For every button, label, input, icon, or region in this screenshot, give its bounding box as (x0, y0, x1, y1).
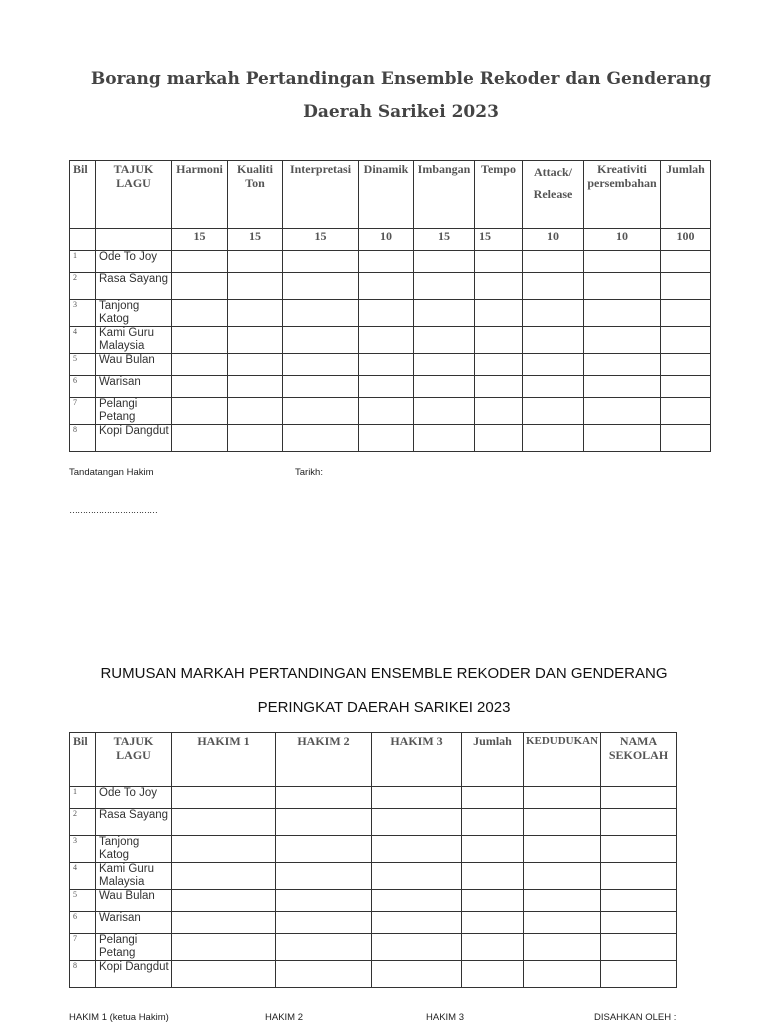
summary-header-row (70, 733, 677, 787)
max-marks-blank (96, 229, 172, 251)
score-cell[interactable] (359, 273, 414, 300)
header-tajuk-lagu: TAJUK LAGU (96, 161, 172, 229)
score-cell[interactable] (524, 934, 601, 961)
score-sheet-row (70, 425, 711, 452)
score-cell[interactable] (523, 327, 584, 354)
judge-signature-label: Tandatangan Hakim (69, 467, 154, 478)
max-mark-harmoni: 15 (172, 229, 228, 251)
score-cell[interactable] (172, 300, 228, 327)
score-cell[interactable] (524, 890, 601, 912)
score-cell[interactable] (584, 251, 661, 273)
score-cell[interactable] (523, 273, 584, 300)
score-cell[interactable] (524, 961, 601, 988)
score-cell[interactable] (661, 251, 711, 273)
form2-title-line2: PERINGKAT DAERAH SARIKEI 2023 (257, 699, 511, 716)
score-cell[interactable] (661, 327, 711, 354)
row-number: 5 (70, 354, 96, 376)
row-number: 8 (70, 961, 96, 988)
footer-disahkan-oleh: DISAHKAN OLEH : (594, 1012, 677, 1023)
song-title: Wau Bulan (96, 890, 172, 912)
max-marks-blank (70, 229, 96, 251)
score-cell[interactable] (172, 354, 228, 376)
summary-header-nama-sekolah: NAMA SEKOLAH (601, 733, 677, 787)
score-cell[interactable] (228, 273, 283, 300)
song-title: Rasa Sayang (96, 809, 172, 836)
score-cell[interactable] (475, 251, 523, 273)
score-cell[interactable] (462, 890, 524, 912)
score-cell[interactable] (276, 787, 372, 809)
score-cell[interactable] (523, 354, 584, 376)
score-cell[interactable] (172, 961, 276, 988)
score-cell[interactable] (172, 863, 276, 890)
row-number: 2 (70, 809, 96, 836)
score-cell[interactable] (475, 354, 523, 376)
score-cell[interactable] (359, 398, 414, 425)
score-cell[interactable] (276, 912, 372, 934)
score-cell[interactable] (462, 961, 524, 988)
score-cell[interactable] (283, 327, 359, 354)
score-cell[interactable] (172, 251, 228, 273)
header-tempo: Tempo (475, 161, 523, 229)
summary-header-hakim-2: HAKIM 2 (276, 733, 372, 787)
score-cell[interactable] (372, 809, 462, 836)
song-title: Pelangi Petang (96, 398, 172, 425)
header-imbangan: Imbangan (414, 161, 475, 229)
score-cell[interactable] (172, 398, 228, 425)
score-cell[interactable] (283, 251, 359, 273)
song-title: Tanjong Katog (96, 836, 172, 863)
score-cell[interactable] (475, 327, 523, 354)
table-header-row (70, 161, 711, 229)
row-number: 2 (70, 273, 96, 300)
score-cell[interactable] (462, 934, 524, 961)
score-cell[interactable] (414, 251, 475, 273)
summary-row (70, 890, 677, 912)
score-sheet-row (70, 354, 711, 376)
score-cell[interactable] (172, 890, 276, 912)
score-cell[interactable] (372, 863, 462, 890)
score-cell[interactable] (283, 300, 359, 327)
score-cell[interactable] (414, 273, 475, 300)
score-cell[interactable] (276, 863, 372, 890)
score-cell[interactable] (359, 251, 414, 273)
score-sheet-row (70, 398, 711, 425)
row-number: 3 (70, 836, 96, 863)
row-number: 7 (70, 934, 96, 961)
score-cell[interactable] (601, 961, 677, 988)
score-cell[interactable] (475, 273, 523, 300)
summary-row (70, 809, 677, 836)
score-sheet-row (70, 327, 711, 354)
footer-hakim-3: HAKIM 3 (426, 1012, 465, 1023)
footer-hakim-1: HAKIM 1 (ketua Hakim) (69, 1012, 169, 1023)
summary-row (70, 836, 677, 863)
score-cell[interactable] (372, 961, 462, 988)
song-title: Tanjong Katog (96, 300, 172, 327)
score-cell[interactable] (228, 300, 283, 327)
header-harmoni: Harmoni (172, 161, 228, 229)
song-title: Pelangi Petang (96, 934, 172, 961)
score-cell[interactable] (359, 354, 414, 376)
row-number: 5 (70, 890, 96, 912)
row-number: 1 (70, 251, 96, 273)
max-mark-tempo: 15 (475, 229, 523, 251)
score-cell[interactable] (276, 961, 372, 988)
score-cell[interactable] (359, 327, 414, 354)
song-title: Warisan (96, 912, 172, 934)
max-mark-dinamik: 10 (359, 229, 414, 251)
score-cell[interactable] (601, 863, 677, 890)
score-cell[interactable] (283, 376, 359, 398)
song-title: Warisan (96, 376, 172, 398)
score-cell[interactable] (228, 251, 283, 273)
score-cell[interactable] (462, 863, 524, 890)
form1-title-line1: Borang markah Pertandingan Ensemble Rekoder dan Genderang (90, 69, 712, 89)
summary-header-tajuk-lagu: TAJUK LAGU (96, 733, 172, 787)
row-number: 6 (70, 376, 96, 398)
score-cell[interactable] (172, 809, 276, 836)
row-number: 7 (70, 398, 96, 425)
score-cell[interactable] (414, 376, 475, 398)
max-mark-kualiti-ton: 15 (228, 229, 283, 251)
score-cell[interactable] (462, 787, 524, 809)
summary-rows (70, 787, 677, 988)
header-attack-release: Attack/ Release (523, 161, 584, 229)
score-cell[interactable] (661, 273, 711, 300)
score-cell[interactable] (475, 398, 523, 425)
score-cell[interactable] (524, 912, 601, 934)
score-cell[interactable] (172, 273, 228, 300)
score-cell[interactable] (601, 890, 677, 912)
header-kreativiti: Kreativiti persembahan (584, 161, 661, 229)
score-cell[interactable] (283, 425, 359, 452)
form2-title-line1: RUMUSAN MARKAH PERTANDINGAN ENSEMBLE REKODER DAN GENDERANG (100, 665, 668, 682)
score-cell[interactable] (524, 836, 601, 863)
score-cell[interactable] (359, 376, 414, 398)
score-cell[interactable] (372, 934, 462, 961)
score-cell[interactable] (359, 300, 414, 327)
score-cell[interactable] (172, 787, 276, 809)
header-bil: Bil (70, 161, 96, 229)
summary-header-kedudukan: KEDUDUKAN (524, 733, 601, 787)
score-cell[interactable] (414, 398, 475, 425)
summary-header-hakim-3: HAKIM 3 (372, 733, 462, 787)
score-cell[interactable] (601, 809, 677, 836)
score-cell[interactable] (276, 890, 372, 912)
summary-header-bil: Bil (70, 733, 96, 787)
summary-table (69, 732, 677, 988)
score-cell[interactable] (601, 787, 677, 809)
max-mark-interpretasi: 15 (283, 229, 359, 251)
song-title: Rasa Sayang (96, 273, 172, 300)
score-cell[interactable] (372, 836, 462, 863)
max-mark-attack-release: 10 (523, 229, 584, 251)
row-number: 6 (70, 912, 96, 934)
max-mark-imbangan: 15 (414, 229, 475, 251)
score-cell[interactable] (172, 836, 276, 863)
summary-row (70, 934, 677, 961)
score-cell[interactable] (372, 890, 462, 912)
score-cell[interactable] (523, 300, 584, 327)
score-cell[interactable] (414, 327, 475, 354)
score-cell[interactable] (661, 300, 711, 327)
score-cell[interactable] (584, 327, 661, 354)
row-number: 8 (70, 425, 96, 452)
score-cell[interactable] (523, 251, 584, 273)
score-cell[interactable] (584, 425, 661, 452)
score-cell[interactable] (661, 376, 711, 398)
score-cell[interactable] (276, 836, 372, 863)
score-cell[interactable] (601, 934, 677, 961)
score-sheet-table (69, 160, 711, 452)
score-cell[interactable] (584, 273, 661, 300)
score-cell[interactable] (524, 809, 601, 836)
max-marks-row (70, 229, 711, 251)
score-cell[interactable] (359, 425, 414, 452)
score-cell[interactable] (475, 300, 523, 327)
summary-row (70, 863, 677, 890)
score-sheet-row (70, 300, 711, 327)
score-cell[interactable] (228, 327, 283, 354)
summary-row (70, 961, 677, 988)
song-title: Wau Bulan (96, 354, 172, 376)
score-cell[interactable] (601, 836, 677, 863)
date-label: Tarikh: (295, 467, 323, 478)
score-cell[interactable] (172, 376, 228, 398)
score-cell[interactable] (276, 809, 372, 836)
summary-row (70, 787, 677, 809)
score-cell[interactable] (172, 934, 276, 961)
score-cell[interactable] (172, 425, 228, 452)
score-cell[interactable] (372, 787, 462, 809)
score-cell[interactable] (584, 300, 661, 327)
score-cell[interactable] (414, 354, 475, 376)
signature-line: …………………………… (69, 505, 157, 515)
score-cell[interactable] (584, 398, 661, 425)
score-cell[interactable] (283, 398, 359, 425)
score-cell[interactable] (414, 425, 475, 452)
song-title: Kopi Dangdut (96, 961, 172, 988)
score-sheet-rows (70, 251, 711, 452)
header-jumlah: Jumlah (661, 161, 711, 229)
score-cell[interactable] (661, 354, 711, 376)
row-number: 4 (70, 863, 96, 890)
row-number: 3 (70, 300, 96, 327)
header-interpretasi: Interpretasi (283, 161, 359, 229)
score-cell[interactable] (462, 809, 524, 836)
score-cell[interactable] (584, 376, 661, 398)
summary-row (70, 912, 677, 934)
max-mark-jumlah: 100 (661, 229, 711, 251)
song-title: Kami Guru Malaysia (96, 327, 172, 354)
score-cell[interactable] (372, 912, 462, 934)
form1-title-line2: Daerah Sarikei 2023 (303, 102, 499, 122)
score-cell[interactable] (475, 425, 523, 452)
score-cell[interactable] (601, 912, 677, 934)
score-cell[interactable] (462, 836, 524, 863)
song-title: Ode To Joy (96, 787, 172, 809)
score-cell[interactable] (283, 273, 359, 300)
max-mark-kreativiti: 10 (584, 229, 661, 251)
score-cell[interactable] (523, 425, 584, 452)
score-cell[interactable] (523, 398, 584, 425)
score-cell[interactable] (228, 376, 283, 398)
header-kualiti-ton: Kualiti Ton (228, 161, 283, 229)
score-sheet-row (70, 273, 711, 300)
score-cell[interactable] (172, 327, 228, 354)
score-cell[interactable] (584, 354, 661, 376)
summary-header-jumlah: Jumlah (462, 733, 524, 787)
score-cell[interactable] (524, 787, 601, 809)
score-cell[interactable] (475, 376, 523, 398)
summary-header-hakim-1: HAKIM 1 (172, 733, 276, 787)
score-cell[interactable] (276, 934, 372, 961)
score-cell[interactable] (524, 863, 601, 890)
score-cell[interactable] (228, 425, 283, 452)
song-title: Ode To Joy (96, 251, 172, 273)
score-cell[interactable] (283, 354, 359, 376)
row-number: 4 (70, 327, 96, 354)
row-number: 1 (70, 787, 96, 809)
score-cell[interactable] (414, 300, 475, 327)
song-title: Kami Guru Malaysia (96, 863, 172, 890)
score-cell[interactable] (172, 912, 276, 934)
score-cell[interactable] (228, 354, 283, 376)
score-sheet-row (70, 376, 711, 398)
footer-hakim-2: HAKIM 2 (265, 1012, 304, 1023)
score-cell[interactable] (523, 376, 584, 398)
header-dinamik: Dinamik (359, 161, 414, 229)
score-cell[interactable] (462, 912, 524, 934)
score-cell[interactable] (661, 425, 711, 452)
score-sheet-row (70, 251, 711, 273)
score-cell[interactable] (228, 398, 283, 425)
score-cell[interactable] (661, 398, 711, 425)
song-title: Kopi Dangdut (96, 425, 172, 452)
